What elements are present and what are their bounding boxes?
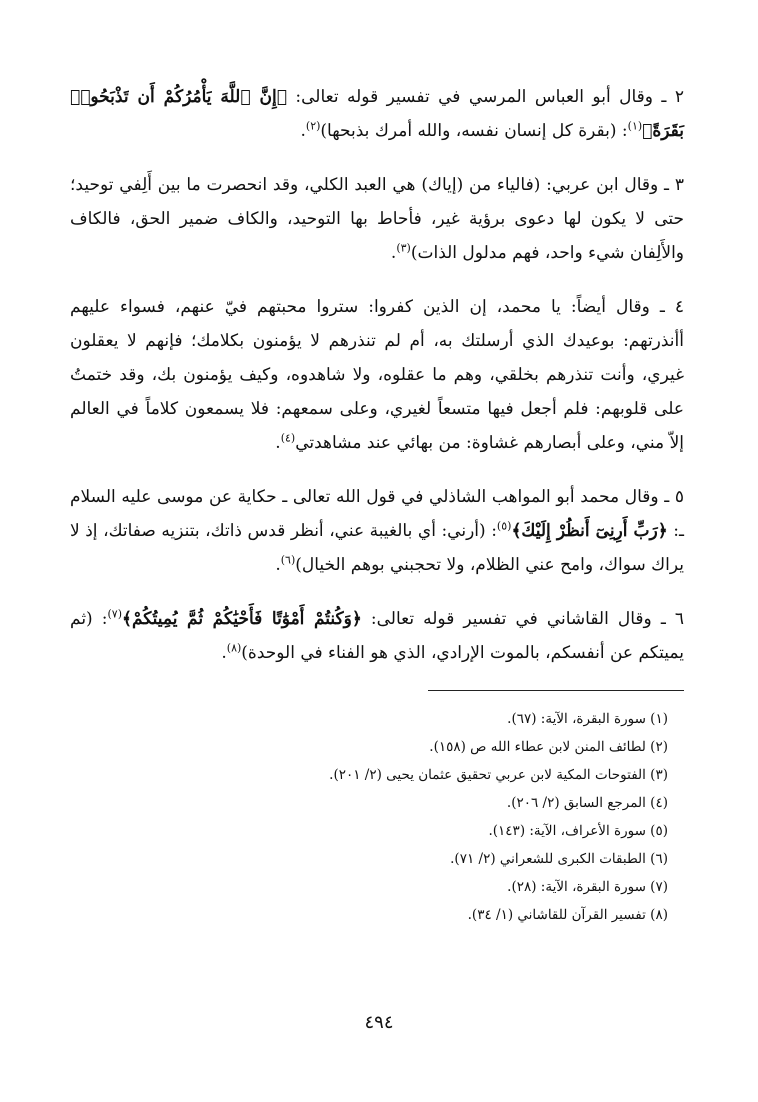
sentence-end: . <box>390 243 397 263</box>
footnote-ref: (٧) <box>107 607 122 621</box>
paragraph-6 <box>70 602 684 670</box>
footnote-item: (٧) سورة البقرة، الآية: (٢٨). <box>507 879 668 895</box>
paragraph-2 <box>70 80 684 148</box>
footnote-item: (٣) الفتوحات المكية لابن عربي تحقيق عثمان يحيى (٢/ ٢٠١). <box>329 767 668 783</box>
paragraph-3 <box>70 168 684 270</box>
footnote-item: (٥) سورة الأعراف، الآية: (١٤٣). <box>488 823 668 839</box>
paragraph-text: ٣ ـ وقال ابن عربي: (فالياء من (إياك) هي العبد الكلي، وقد انحصرت ما بين أَلِفي توحيد؛ حتى لا يكون لها دعوى برؤية غير، فأحاط بها التوحيد، والكاف ضمير الحق، فالكاف والأَلِفان شيء واحد، فهم مدلول الذات) <box>70 175 684 263</box>
paragraph-text: : (بقرة كل إنسان نفسه، والله أمرك بذبحها) <box>320 121 628 141</box>
quran-verse: ﴿رَبِّ أَرِنِىٓ أَنظُرْ إِلَيْكَ﴾ <box>511 521 668 541</box>
paragraph-text: ٦ ـ وقال القاشاني في تفسير قوله تعالى: <box>361 609 684 629</box>
footnote-ref: (٨) <box>226 641 242 655</box>
footnote-ref: (٤) <box>280 431 296 445</box>
paragraph-text: : (ثم يميتكم عن أنفسكم، بالموت الإرادي، الذي هو الفناء في الوحدة) <box>70 609 684 663</box>
quran-verse: ﴿إِنَّ ٱللَّهَ يَأْمُرُكُمْ أَن تَذْبَحُوا۟ بَقَرَةً﴾ <box>70 87 684 141</box>
footnote-ref: (١) <box>627 119 643 133</box>
paragraph-text: ٤ ـ وقال أيضاً: يا محمد، إن الذين كفروا: ستروا محبتهم فيّ عنهم، فسواء عليهم أأنذرتهم: بوعيدك الذي أرسلتك به، أم لم تنذرهم لا يؤمنون بكلامك؛ فإنهم لا يعقلون غيري، وأنت تنذرهم بخلقي، وهم ما عقلوه، ولا شاهدوه، وكيف يؤمنون بك، وقد ختمتُ على قلوبهم: فلم أجعل فيها متسعاً لغيري، وعلى سمعهم: فلا يسمعون كلاماً في العالم إلاّ مني، وعلى أبصارهم غشاوة: من بهائي عند مشاهدتي <box>70 297 684 453</box>
sentence-end: . <box>300 121 306 141</box>
footnote-item: (٦) الطبقات الكبرى للشعراني (٢/ ٧١). <box>450 851 668 867</box>
paragraph-4 <box>70 290 684 460</box>
paragraph-5 <box>70 480 684 582</box>
footnote-ref: (٢) <box>305 119 321 133</box>
sentence-end: . <box>275 433 281 453</box>
book-page <box>70 80 684 929</box>
footnote-item: (٤) المرجع السابق (٢/ ٢٠٦). <box>506 795 668 811</box>
paragraph-text: ٢ ـ وقال أبو العباس المرسي في تفسير قوله تعالى: <box>286 87 684 107</box>
paragraph-text: : (أرني: أي بالغيبة عني، أنظر قدس ذاتك، بتنزيه صفاتك، إذ لا يراك سواك، وامح عني الظلام، ولا تحجبني بوهم الخيال) <box>70 521 684 575</box>
page-number: ٤٩٤ <box>364 1012 394 1033</box>
quran-verse: ﴿وَكُنتُمْ أَمْوَٰتًا فَأَحْيَٰكُمْ ثُمَّ يُمِيتُكُمْ﴾ <box>121 609 362 629</box>
footnote-ref: (٣) <box>396 241 411 255</box>
footnote-item: (٨) تفسير القرآن للقاشاني (١/ ٣٤). <box>467 907 668 923</box>
footnote-ref: (٦) <box>280 553 296 567</box>
paragraph-text: ٥ ـ وقال محمد أبو المواهب الشاذلي في قول الله تعالى ـ حكاية عن موسى عليه السلام ـ: <box>70 487 684 541</box>
footnote-divider <box>428 690 684 691</box>
footnote-item: (٢) لطائف المنن لابن عطاء الله ص (١٥٨). <box>429 739 668 755</box>
sentence-end: . <box>275 555 281 575</box>
footnote-ref: (٥) <box>496 519 512 533</box>
footnote-item: (١) سورة البقرة، الآية: (٦٧). <box>507 711 668 727</box>
sentence-end: . <box>221 643 227 663</box>
footnotes <box>70 705 684 929</box>
